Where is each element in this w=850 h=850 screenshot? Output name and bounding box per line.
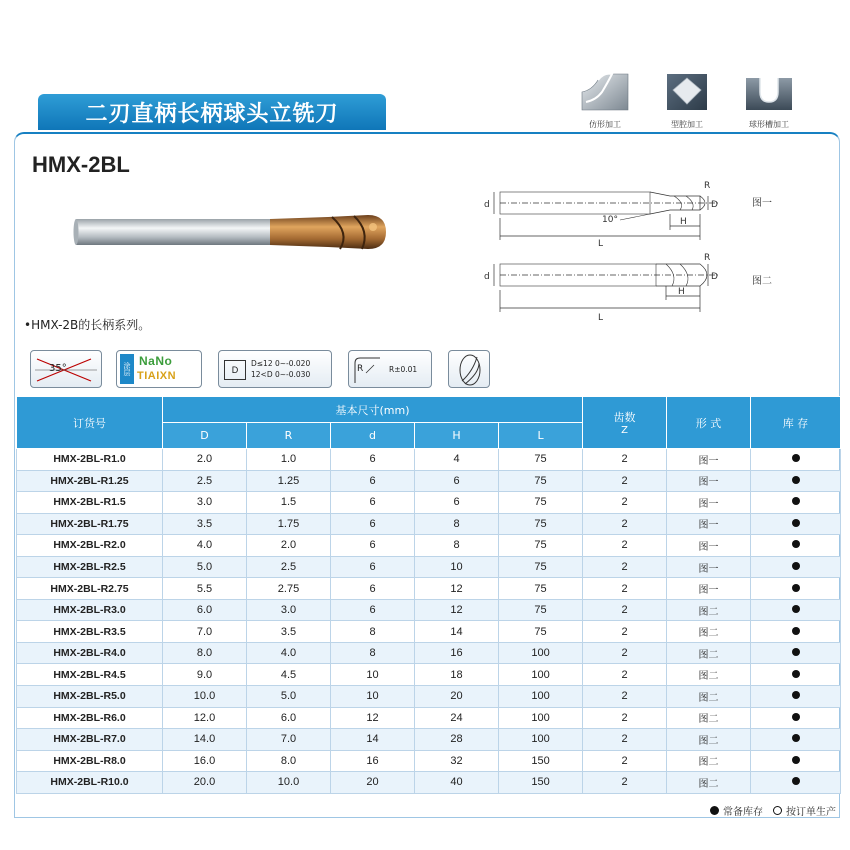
cell-form: 图一 <box>667 449 751 471</box>
cell-stock <box>751 642 841 664</box>
dim-R: R <box>704 253 711 263</box>
dim-H: H <box>678 287 685 297</box>
application-label: 仿形加工 <box>589 120 621 129</box>
table-row <box>17 621 841 643</box>
dim-L: L <box>598 239 604 249</box>
stock-dot-icon <box>792 584 800 592</box>
cell-R: 1.75 <box>247 513 331 535</box>
cell-L: 75 <box>499 535 583 557</box>
cell-L: 100 <box>499 686 583 708</box>
cell-stock <box>751 772 841 794</box>
cell-form: 图二 <box>667 642 751 664</box>
cell-H: 12 <box>415 578 499 600</box>
cell-d: 16 <box>331 750 415 772</box>
cell-R: 10.0 <box>247 772 331 794</box>
cell-code: HMX-2BL-R1.5 <box>17 492 163 514</box>
cell-D: 4.0 <box>163 535 247 557</box>
dim-R: R <box>704 181 711 191</box>
cell-code: HMX-2BL-R2.75 <box>17 578 163 600</box>
cell-d: 10 <box>331 686 415 708</box>
col-order-header: 订货号 <box>17 397 163 449</box>
helix-angle-badge <box>30 350 102 388</box>
series-note: •HMX-2B的长柄系列。 <box>24 318 151 332</box>
cell-stock <box>751 729 841 751</box>
teeth-header-line-2: Z <box>621 425 628 436</box>
stock-dot-icon <box>792 562 800 570</box>
col-teeth-header <box>583 397 667 449</box>
cell-code: HMX-2BL-R5.0 <box>17 686 163 708</box>
cell-R: 4.0 <box>247 642 331 664</box>
dim-angle: 10° <box>602 215 618 225</box>
spec-icons <box>30 350 500 390</box>
cell-L: 100 <box>499 664 583 686</box>
cell-code: HMX-2BL-R4.5 <box>17 664 163 686</box>
cell-form: 图一 <box>667 578 751 600</box>
sub-header-D: D <box>163 423 247 449</box>
cell-Z: 2 <box>583 772 667 794</box>
cell-code: HMX-2BL-R2.0 <box>17 535 163 557</box>
sub-header-d: d <box>331 423 415 449</box>
cell-stock <box>751 513 841 535</box>
cell-code: HMX-2BL-R7.0 <box>17 729 163 751</box>
table-row <box>17 686 841 708</box>
cavity-machining-icon <box>663 70 711 112</box>
stock-dot-icon <box>792 540 800 548</box>
radius-tolerance-badge <box>348 350 432 388</box>
cell-form: 图二 <box>667 599 751 621</box>
cell-D: 3.5 <box>163 513 247 535</box>
cell-H: 32 <box>415 750 499 772</box>
tolerance-line-1: D≤12 0~-0.020 <box>251 359 311 368</box>
cell-form: 图一 <box>667 535 751 557</box>
spec-table <box>16 396 841 794</box>
cell-form: 图一 <box>667 492 751 514</box>
cell-stock <box>751 664 841 686</box>
profile-machining-icon <box>578 70 632 112</box>
tolerance-line-2: 12<D 0~-0.030 <box>251 370 311 379</box>
spec-table-body <box>17 449 841 794</box>
cell-code: HMX-2BL-R1.75 <box>17 513 163 535</box>
cell-code: HMX-2BL-R2.5 <box>17 556 163 578</box>
cell-H: 14 <box>415 621 499 643</box>
ball-groove-machining-icon <box>742 70 796 112</box>
cell-stock <box>751 492 841 514</box>
cell-Z: 2 <box>583 707 667 729</box>
cell-R: 4.5 <box>247 664 331 686</box>
cell-L: 150 <box>499 772 583 794</box>
cell-R: 5.0 <box>247 686 331 708</box>
cell-R: 6.0 <box>247 707 331 729</box>
cell-D: 20.0 <box>163 772 247 794</box>
cell-R: 1.5 <box>247 492 331 514</box>
table-row <box>17 664 841 686</box>
stock-dot-icon <box>792 454 800 462</box>
table-row <box>17 513 841 535</box>
cell-H: 40 <box>415 772 499 794</box>
helix-angle-value: 35° <box>49 363 67 374</box>
table-row <box>17 535 841 557</box>
cell-L: 100 <box>499 642 583 664</box>
cell-D: 5.0 <box>163 556 247 578</box>
application-icons <box>565 70 815 130</box>
cell-Z: 2 <box>583 449 667 471</box>
application-item <box>729 70 809 130</box>
tool-image <box>70 205 400 261</box>
cell-D: 8.0 <box>163 642 247 664</box>
col-form-header: 形 式 <box>667 397 751 449</box>
flute-type-badge <box>448 350 490 388</box>
diameter-tolerance-badge <box>218 350 332 388</box>
cell-stock <box>751 686 841 708</box>
application-label: 型腔加工 <box>671 120 703 129</box>
table-row <box>17 707 841 729</box>
cell-Z: 2 <box>583 686 667 708</box>
cell-R: 3.5 <box>247 621 331 643</box>
cell-Z: 2 <box>583 492 667 514</box>
table-row <box>17 772 841 794</box>
cell-form: 图二 <box>667 707 751 729</box>
stock-dot-icon <box>792 519 800 527</box>
cell-H: 16 <box>415 642 499 664</box>
cell-stock <box>751 535 841 557</box>
cell-d: 6 <box>331 492 415 514</box>
cell-L: 75 <box>499 621 583 643</box>
stock-dot-icon <box>792 627 800 635</box>
cell-Z: 2 <box>583 729 667 751</box>
cell-D: 2.5 <box>163 470 247 492</box>
dim-d: d <box>484 200 490 210</box>
cell-H: 12 <box>415 599 499 621</box>
cell-Z: 2 <box>583 470 667 492</box>
cell-D: 14.0 <box>163 729 247 751</box>
col-stock-header: 库 存 <box>751 397 841 449</box>
dim-d: d <box>484 272 490 282</box>
cell-H: 28 <box>415 729 499 751</box>
table-row <box>17 556 841 578</box>
diameter-icon: D <box>224 360 246 380</box>
cell-code: HMX-2BL-R3.5 <box>17 621 163 643</box>
coating-badge <box>116 350 202 388</box>
cell-H: 20 <box>415 686 499 708</box>
stock-dot-icon <box>792 670 800 678</box>
diagram-fig1 <box>470 170 740 250</box>
stock-dot-icon <box>792 476 800 484</box>
product-title: 二刃直柄长柄球头立铣刀 <box>38 94 386 130</box>
cell-L: 100 <box>499 729 583 751</box>
cell-stock <box>751 449 841 471</box>
cell-H: 8 <box>415 535 499 557</box>
teeth-header-line-1: 齿数 <box>613 411 636 424</box>
cell-L: 75 <box>499 449 583 471</box>
cell-L: 75 <box>499 578 583 600</box>
diagram-fig2-label: 图二 <box>752 276 772 287</box>
application-item <box>565 70 645 130</box>
sub-header-H: H <box>415 423 499 449</box>
cell-Z: 2 <box>583 535 667 557</box>
cell-Z: 2 <box>583 556 667 578</box>
cell-D: 10.0 <box>163 686 247 708</box>
cell-d: 6 <box>331 449 415 471</box>
cell-R: 7.0 <box>247 729 331 751</box>
model-name: HMX-2BL <box>32 152 130 177</box>
cell-Z: 2 <box>583 599 667 621</box>
stock-dot-icon <box>792 605 800 613</box>
cell-Z: 2 <box>583 513 667 535</box>
stock-dot-icon <box>792 713 800 721</box>
helix-angle-icon <box>31 351 103 389</box>
cell-code: HMX-2BL-R4.0 <box>17 642 163 664</box>
stock-legend <box>710 803 836 818</box>
cell-L: 75 <box>499 556 583 578</box>
cell-form: 图二 <box>667 750 751 772</box>
stock-dot-icon <box>792 777 800 785</box>
cell-H: 18 <box>415 664 499 686</box>
coating-label: 涂层 <box>120 354 134 384</box>
cell-Z: 2 <box>583 664 667 686</box>
sub-header-L: L <box>499 423 583 449</box>
cell-stock <box>751 556 841 578</box>
table-row <box>17 492 841 514</box>
application-item <box>647 70 727 130</box>
legend-standard: 常备库存 <box>723 807 763 818</box>
cell-d: 6 <box>331 535 415 557</box>
cell-L: 75 <box>499 513 583 535</box>
cell-D: 5.5 <box>163 578 247 600</box>
stock-dot-icon <box>792 691 800 699</box>
cell-stock <box>751 621 841 643</box>
cell-form: 图二 <box>667 621 751 643</box>
cell-d: 20 <box>331 772 415 794</box>
table-row <box>17 642 841 664</box>
to-order-icon <box>773 806 782 815</box>
sub-header-R: R <box>247 423 331 449</box>
cell-form: 图一 <box>667 556 751 578</box>
cell-H: 6 <box>415 470 499 492</box>
cell-D: 7.0 <box>163 621 247 643</box>
cell-R: 2.5 <box>247 556 331 578</box>
cell-d: 10 <box>331 664 415 686</box>
cell-L: 75 <box>499 492 583 514</box>
cell-D: 2.0 <box>163 449 247 471</box>
radius-symbol: R <box>357 364 364 374</box>
cell-R: 1.25 <box>247 470 331 492</box>
cell-R: 2.0 <box>247 535 331 557</box>
table-row <box>17 599 841 621</box>
dimension-diagrams <box>470 170 800 330</box>
cell-d: 6 <box>331 470 415 492</box>
cell-code: HMX-2BL-R3.0 <box>17 599 163 621</box>
dim-L: L <box>598 313 604 323</box>
table-row <box>17 578 841 600</box>
cell-form: 图二 <box>667 686 751 708</box>
col-dims-header: 基本尺寸(mm) <box>163 397 583 423</box>
diagram-fig1-label: 图一 <box>752 198 772 209</box>
cell-D: 3.0 <box>163 492 247 514</box>
cell-code: HMX-2BL-R1.0 <box>17 449 163 471</box>
table-row <box>17 729 841 751</box>
cell-H: 8 <box>415 513 499 535</box>
cell-d: 6 <box>331 599 415 621</box>
cell-R: 8.0 <box>247 750 331 772</box>
cell-D: 9.0 <box>163 664 247 686</box>
cell-Z: 2 <box>583 621 667 643</box>
ball-nose-flute-icon <box>449 351 491 389</box>
cell-L: 75 <box>499 470 583 492</box>
cell-code: HMX-2BL-R10.0 <box>17 772 163 794</box>
cell-d: 8 <box>331 642 415 664</box>
cell-H: 4 <box>415 449 499 471</box>
cell-form: 图二 <box>667 729 751 751</box>
cell-form: 图二 <box>667 664 751 686</box>
table-row <box>17 470 841 492</box>
dim-H: H <box>680 217 687 227</box>
cell-L: 150 <box>499 750 583 772</box>
stock-dot-icon <box>792 648 800 656</box>
cell-d: 8 <box>331 621 415 643</box>
cell-L: 100 <box>499 707 583 729</box>
stock-dot-icon <box>792 734 800 742</box>
cell-code: HMX-2BL-R6.0 <box>17 707 163 729</box>
table-row <box>17 750 841 772</box>
radius-tolerance: R±0.01 <box>389 365 418 374</box>
cell-stock <box>751 707 841 729</box>
cell-Z: 2 <box>583 642 667 664</box>
cell-form: 图一 <box>667 513 751 535</box>
cell-Z: 2 <box>583 750 667 772</box>
cell-H: 10 <box>415 556 499 578</box>
dim-D: D <box>711 200 718 210</box>
coating-type: TIAIXN <box>137 370 177 382</box>
cell-D: 6.0 <box>163 599 247 621</box>
stock-dot-icon <box>792 497 800 505</box>
cell-d: 14 <box>331 729 415 751</box>
cell-R: 1.0 <box>247 449 331 471</box>
cell-d: 6 <box>331 513 415 535</box>
cell-stock <box>751 599 841 621</box>
cell-H: 6 <box>415 492 499 514</box>
legend-to-order: 按订单生产 <box>786 807 836 818</box>
dim-D: D <box>711 272 718 282</box>
cell-form: 图一 <box>667 470 751 492</box>
cell-code: HMX-2BL-R8.0 <box>17 750 163 772</box>
cell-R: 3.0 <box>247 599 331 621</box>
cell-D: 16.0 <box>163 750 247 772</box>
cell-stock <box>751 470 841 492</box>
stock-dot-icon <box>792 756 800 764</box>
application-label: 球形槽加工 <box>749 120 789 129</box>
diagram-fig2 <box>470 250 740 330</box>
cell-R: 2.75 <box>247 578 331 600</box>
cell-D: 12.0 <box>163 707 247 729</box>
cell-form: 图二 <box>667 772 751 794</box>
cell-d: 6 <box>331 578 415 600</box>
cell-stock <box>751 750 841 772</box>
cell-Z: 2 <box>583 578 667 600</box>
cell-d: 12 <box>331 707 415 729</box>
cell-H: 24 <box>415 707 499 729</box>
cell-stock <box>751 578 841 600</box>
cell-code: HMX-2BL-R1.25 <box>17 470 163 492</box>
cell-L: 75 <box>499 599 583 621</box>
coating-name: NaNo <box>139 354 173 368</box>
standard-stock-icon <box>710 806 719 815</box>
cell-d: 6 <box>331 556 415 578</box>
table-row <box>17 449 841 471</box>
